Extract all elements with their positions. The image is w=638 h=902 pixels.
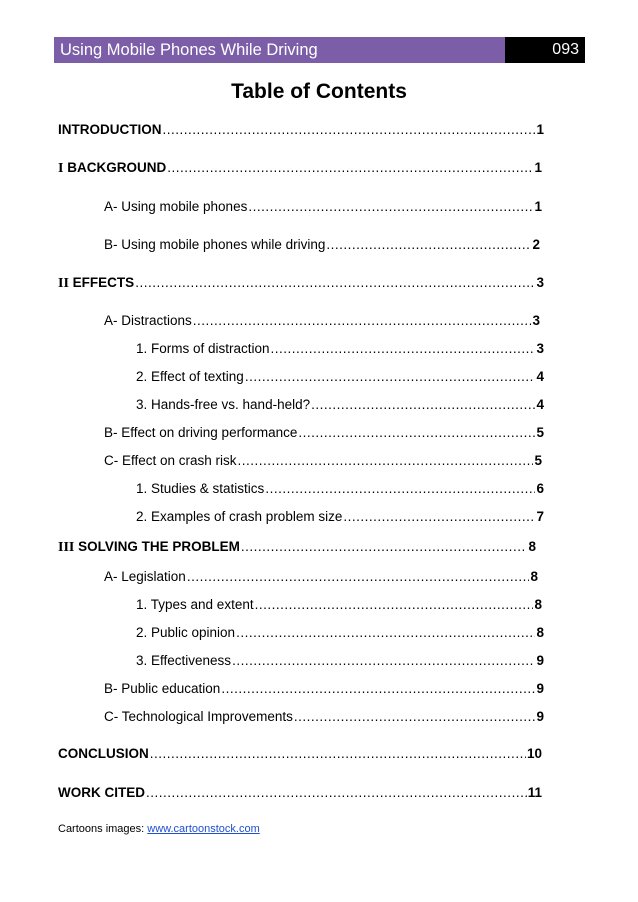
toc-heading: Table of Contents <box>231 80 407 103</box>
toc-entry-page: 2 <box>532 237 540 252</box>
toc-entry-page: 7 <box>536 509 544 524</box>
toc-entry-conclusion[interactable] <box>58 746 542 761</box>
toc-entry-page: 5 <box>536 425 544 440</box>
toc-entry-effects[interactable] <box>58 275 544 292</box>
toc-entry-label: B- Effect on driving performance <box>104 425 298 440</box>
dot-leader <box>271 341 536 356</box>
toc-entry-effectiveness[interactable] <box>136 653 544 668</box>
toc-entry-page: 10 <box>526 746 542 761</box>
dot-leader <box>150 746 526 761</box>
toc-entry-page: 4 <box>536 369 544 384</box>
toc-entry-page: 3 <box>536 275 544 290</box>
toc-entry-label: A- Legislation <box>104 569 186 584</box>
page-number: 093 <box>505 37 585 63</box>
toc-entry-label: B- Using mobile phones while driving <box>104 237 326 252</box>
toc-entry-label: EFFECTS <box>72 275 135 290</box>
toc-entry-page: 8 <box>534 597 542 612</box>
toc-entry-solving-the-problem[interactable] <box>58 539 536 556</box>
toc-entry-label: B- Public education <box>104 681 221 696</box>
dot-leader <box>187 569 530 584</box>
toc-entry-page: 1 <box>534 160 542 175</box>
roman-numeral: I <box>58 161 64 176</box>
dot-leader <box>146 785 527 800</box>
toc-entry-types-and-extent[interactable] <box>136 597 542 612</box>
toc-entry-label: 2. Examples of crash problem size <box>136 509 343 524</box>
toc-entry-forms-of-distraction[interactable] <box>136 341 544 356</box>
toc-entry-studies-statistics[interactable] <box>136 481 544 496</box>
dot-leader <box>241 539 528 554</box>
dot-leader <box>221 681 535 696</box>
dot-leader <box>311 397 535 412</box>
roman-numeral: II <box>58 276 69 291</box>
toc-entry-work-cited[interactable] <box>58 785 542 800</box>
dot-leader <box>232 653 535 668</box>
toc-entry-using-while-driving[interactable] <box>104 237 540 252</box>
toc-entry-label: 2. Effect of texting <box>136 369 244 384</box>
toc-entry-using-mobile-phones[interactable] <box>104 199 542 214</box>
dot-leader <box>343 509 535 524</box>
toc-entry-technological-improvements[interactable] <box>104 709 544 724</box>
dot-leader <box>167 160 533 175</box>
roman-numeral: III <box>58 540 75 555</box>
dot-leader <box>326 237 531 252</box>
toc-entry-label: CONCLUSION <box>58 746 149 761</box>
credit-prefix: Cartoons images: <box>58 823 148 835</box>
toc-entry-page: 8 <box>536 625 544 640</box>
dot-leader <box>298 425 535 440</box>
toc-entry-label: C- Effect on crash risk <box>104 453 237 468</box>
cartoonstock-link[interactable]: www.cartoonstock.com <box>147 823 260 835</box>
toc-entry-page: 6 <box>536 481 544 496</box>
toc-entry-crash-risk[interactable] <box>104 453 542 468</box>
toc-entry-page: 3 <box>532 313 540 328</box>
toc-entry-page: 8 <box>530 569 538 584</box>
dot-leader <box>248 199 533 214</box>
dot-leader <box>265 481 535 496</box>
toc-entry-distractions[interactable] <box>104 313 540 328</box>
toc-entry-label: 2. Public opinion <box>136 625 236 640</box>
toc-entry-legislation[interactable] <box>104 569 538 584</box>
running-header <box>54 37 585 63</box>
toc-entry-public-education[interactable] <box>104 681 544 696</box>
toc-entry-page: 9 <box>536 709 544 724</box>
toc-entry-label: SOLVING THE PROBLEM <box>78 539 240 554</box>
toc-entry-label: 1. Studies & statistics <box>136 481 265 496</box>
toc-entry-page: 1 <box>536 122 544 137</box>
toc-entry-label: C- Technological Improvements <box>104 709 293 724</box>
toc-entry-driving-performance[interactable] <box>104 425 544 440</box>
toc-entry-page: 8 <box>528 539 536 554</box>
toc-entry-crash-problem-size[interactable] <box>136 509 544 524</box>
toc-entry-page: 1 <box>534 199 542 214</box>
toc-entry-introduction[interactable] <box>58 122 544 137</box>
dot-leader <box>163 122 536 137</box>
toc-entry-page: 3 <box>536 341 544 356</box>
dot-leader <box>236 625 535 640</box>
toc-entry-page: 9 <box>536 653 544 668</box>
toc-entry-page: 11 <box>527 785 542 800</box>
toc-entry-effect-of-texting[interactable] <box>136 369 544 384</box>
toc-entry-hands-free[interactable] <box>136 397 544 412</box>
dot-leader <box>135 275 535 290</box>
toc-entry-label: INTRODUCTION <box>58 122 162 137</box>
toc-entry-label: A- Distractions <box>104 313 192 328</box>
toc-entry-page: 4 <box>536 397 544 412</box>
dot-leader <box>193 313 532 328</box>
cartoons-credit <box>58 823 260 835</box>
dot-leader <box>294 709 536 724</box>
toc-entry-background[interactable] <box>58 160 542 177</box>
dot-leader <box>238 453 534 468</box>
toc-entry-label: A- Using mobile phones <box>104 199 248 214</box>
toc-entry-label: WORK CITED <box>58 785 145 800</box>
toc-entry-page: 9 <box>536 681 544 696</box>
dot-leader <box>245 369 536 384</box>
toc-entry-label: BACKGROUND <box>67 160 167 175</box>
document-title: Using Mobile Phones While Driving <box>54 37 505 63</box>
toc-entry-label: 1. Types and extent <box>136 597 254 612</box>
dot-leader <box>255 597 534 612</box>
toc-entry-label: 3. Hands-free vs. hand-held? <box>136 397 311 412</box>
toc-entry-page: 5 <box>534 453 542 468</box>
toc-entry-label: 1. Forms of distraction <box>136 341 270 356</box>
toc-entry-public-opinion[interactable] <box>136 625 544 640</box>
toc-entry-label: 3. Effectiveness <box>136 653 232 668</box>
